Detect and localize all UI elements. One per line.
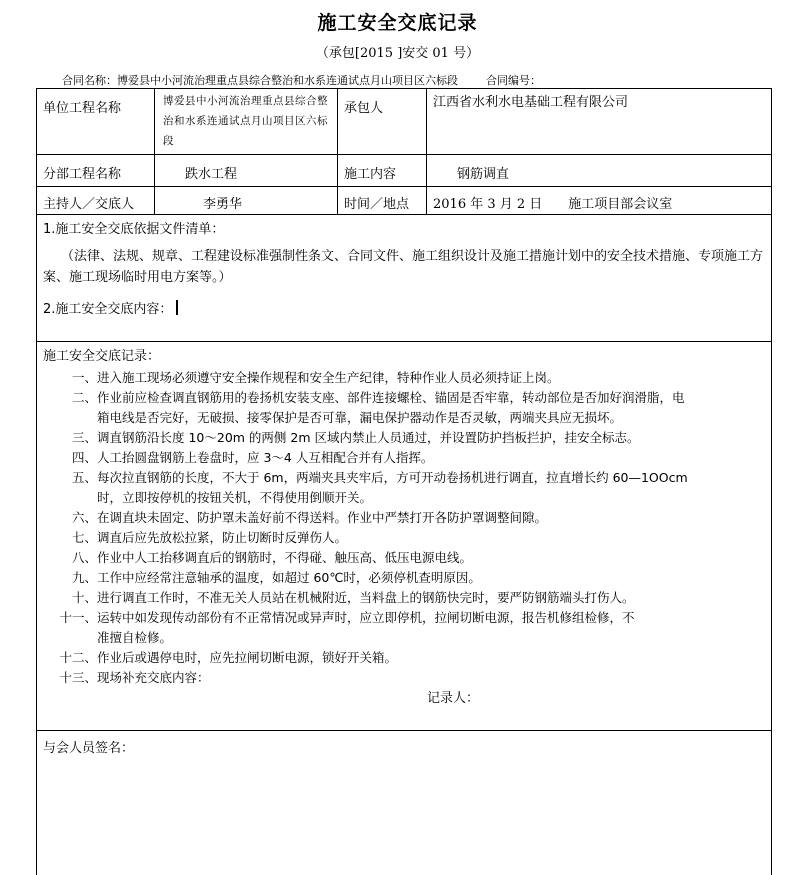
record-item-number: 三、 — [71, 430, 97, 445]
signature-label: 与会人员签名： — [43, 741, 135, 756]
date-value: 2016 年 3 月 2 日 — [433, 197, 543, 212]
unit-value: 博爱县中小河流治理重点县综合整治和水系连通试点月山项目区六标段 — [163, 95, 328, 147]
record-item — [43, 468, 761, 488]
record-item-number: 八、 — [71, 550, 97, 565]
contractor-label-cell — [338, 89, 427, 154]
record-item-text: 每次拉直钢筋的长度，不大于 6m，两端夹具夹牢后，方可开动卷扬机进行调直，拉直增长约 60—1OOcm — [97, 470, 688, 485]
time-value-cell[interactable] — [427, 187, 771, 214]
signature-row — [37, 731, 771, 875]
record-item — [43, 568, 761, 588]
contract-no-label: 合同编号： — [486, 74, 541, 87]
document-number: （承包[2015 ]安交 01 号） — [315, 46, 480, 61]
record-item-text: 作业中人工抬移调直后的钢筋时，不得碰、触压高、低压电源电线。 — [97, 550, 473, 565]
unit-row — [37, 89, 771, 155]
sub-value: 跌水工程 — [185, 167, 238, 182]
unit-label-cell — [37, 89, 155, 154]
sub-project-row — [37, 155, 771, 187]
recorder-label: 记录人： — [426, 691, 479, 706]
sub-label: 分部工程名称 — [43, 167, 122, 182]
record-item-number: 一、 — [71, 370, 97, 385]
record-item — [43, 448, 761, 468]
host-value-cell[interactable] — [155, 187, 338, 214]
record-item — [43, 608, 761, 628]
record-item — [43, 668, 761, 688]
record-item-text: 作业后或遇停电时，应先拉闸切断电源，锁好开关箱。 — [97, 650, 398, 665]
host-value: 李勇华 — [203, 197, 243, 212]
text-cursor — [176, 300, 178, 315]
record-item — [43, 508, 761, 528]
record-item-text: 调直钢筋沿长度 10～20m 的两侧 2m 区域内禁止人员通过，并设置防护挡板拦护，挂安全标志。 — [97, 430, 640, 445]
record-item — [43, 528, 761, 548]
document-title: 施工安全交底记录 — [317, 12, 478, 34]
record-item-text: 调直后应先放松拉紧，防止切断时反弹伤人。 — [97, 530, 348, 545]
content-value: 钢筋调直 — [457, 167, 510, 182]
unit-label: 单位工程名称 — [43, 101, 122, 116]
record-item-text: 进行调直工作时，不准无关人员站在机械附近，当料盘上的钢筋快完时，要严防钢筋端头打伤人。 — [97, 590, 635, 605]
time-label: 时间／地点 — [344, 197, 410, 212]
record-list — [43, 346, 761, 710]
record-item-continuation: 准擅自检修。 — [97, 630, 173, 645]
host-label-cell — [37, 187, 155, 214]
record-item-number: 六、 — [71, 510, 97, 525]
contract-name-label: 合同名称： — [62, 74, 117, 87]
host-row — [37, 187, 771, 215]
content-value-cell[interactable] — [427, 155, 771, 186]
record-item-number: 十、 — [71, 590, 97, 605]
record-item-number: 二、 — [71, 390, 97, 405]
record-item — [43, 368, 761, 388]
record-item-number: 十二、 — [59, 650, 97, 665]
time-label-cell — [338, 187, 427, 214]
record-item-continuation: 箱电线是否完好，无破损、接零保护是否可靠，漏电保护器动作是否灵敏，两端夹具应无损坏。 — [97, 410, 623, 425]
record-item-number: 十一、 — [59, 610, 97, 625]
contractor-value-cell[interactable] — [427, 89, 771, 154]
record-item-number: 四、 — [71, 450, 97, 465]
contract-name: 博爱县中小河流治理重点县综合整治和水系连通试点月山项目区六标段 — [117, 74, 458, 87]
record-item-number: 七、 — [71, 530, 97, 545]
record-item-text: 进入施工现场必须遵守安全操作规程和安全生产纪律，特种作业人员必须持证上岗。 — [97, 370, 560, 385]
host-label: 主持人／交底人 — [43, 197, 135, 212]
record-item-text: 工作中应经常注意轴承的温度，如超过 60℃时，必须停机查明原因。 — [97, 570, 481, 585]
contractor-label: 承包人 — [344, 101, 384, 116]
unit-value-cell[interactable] — [155, 89, 338, 154]
sub-value-cell[interactable] — [155, 155, 338, 186]
record-item — [43, 548, 761, 568]
basis-heading: 1.施工安全交底依据文件清单： — [43, 222, 225, 237]
basis-row — [37, 215, 771, 342]
record-item — [43, 588, 761, 608]
record-sheet — [36, 88, 772, 875]
record-item-continuation: 时，立即按停机的按钮关机，不得使用倒顺开关。 — [97, 490, 373, 505]
record-heading: 施工安全交底记录： — [43, 349, 161, 364]
record-item — [43, 388, 761, 408]
record-item-text: 在调直块未固定、防护罩未盖好前不得送料。作业中严禁打开各防护罩调整间隙。 — [97, 510, 548, 525]
record-item-text: 现场补充交底内容： — [97, 670, 210, 685]
contract-line — [62, 72, 541, 88]
record-item-text: 运转中如发现传动部份有不正常情况或异声时，应立即停机，拉闸切断电源，报告机修组检修，不 — [97, 610, 635, 625]
record-item-number: 五、 — [71, 470, 97, 485]
content-heading: 2.施工安全交底内容： — [43, 302, 173, 317]
record-item-number: 九、 — [71, 570, 97, 585]
contractor-value: 江西省水利水电基础工程有限公司 — [433, 95, 629, 110]
sub-label-cell — [37, 155, 155, 186]
content-label: 施工内容 — [344, 167, 397, 182]
place-value: 施工项目部会议室 — [568, 197, 673, 212]
record-item — [43, 648, 761, 668]
record-item-number: 十三、 — [59, 670, 97, 685]
basis-text: （法律、法规、规章、工程建设标准强制性条文、合同文件、施工组织设计及施工措施计划中的安全技术措施、专项施工方案、施工现场临时用电方案等。） — [43, 249, 764, 285]
record-row — [37, 342, 771, 731]
content-label-cell — [338, 155, 427, 186]
record-item — [43, 428, 761, 448]
record-item-text: 人工抬圆盘钢筋上卷盘时，应 3～4 人互相配合并有人指挥。 — [97, 450, 434, 465]
record-item-text: 作业前应检查调直钢筋用的卷扬机安装支座、部件连接螺栓、锚固是否牢靠，转动部位是否加好润滑脂，电 — [97, 390, 685, 405]
